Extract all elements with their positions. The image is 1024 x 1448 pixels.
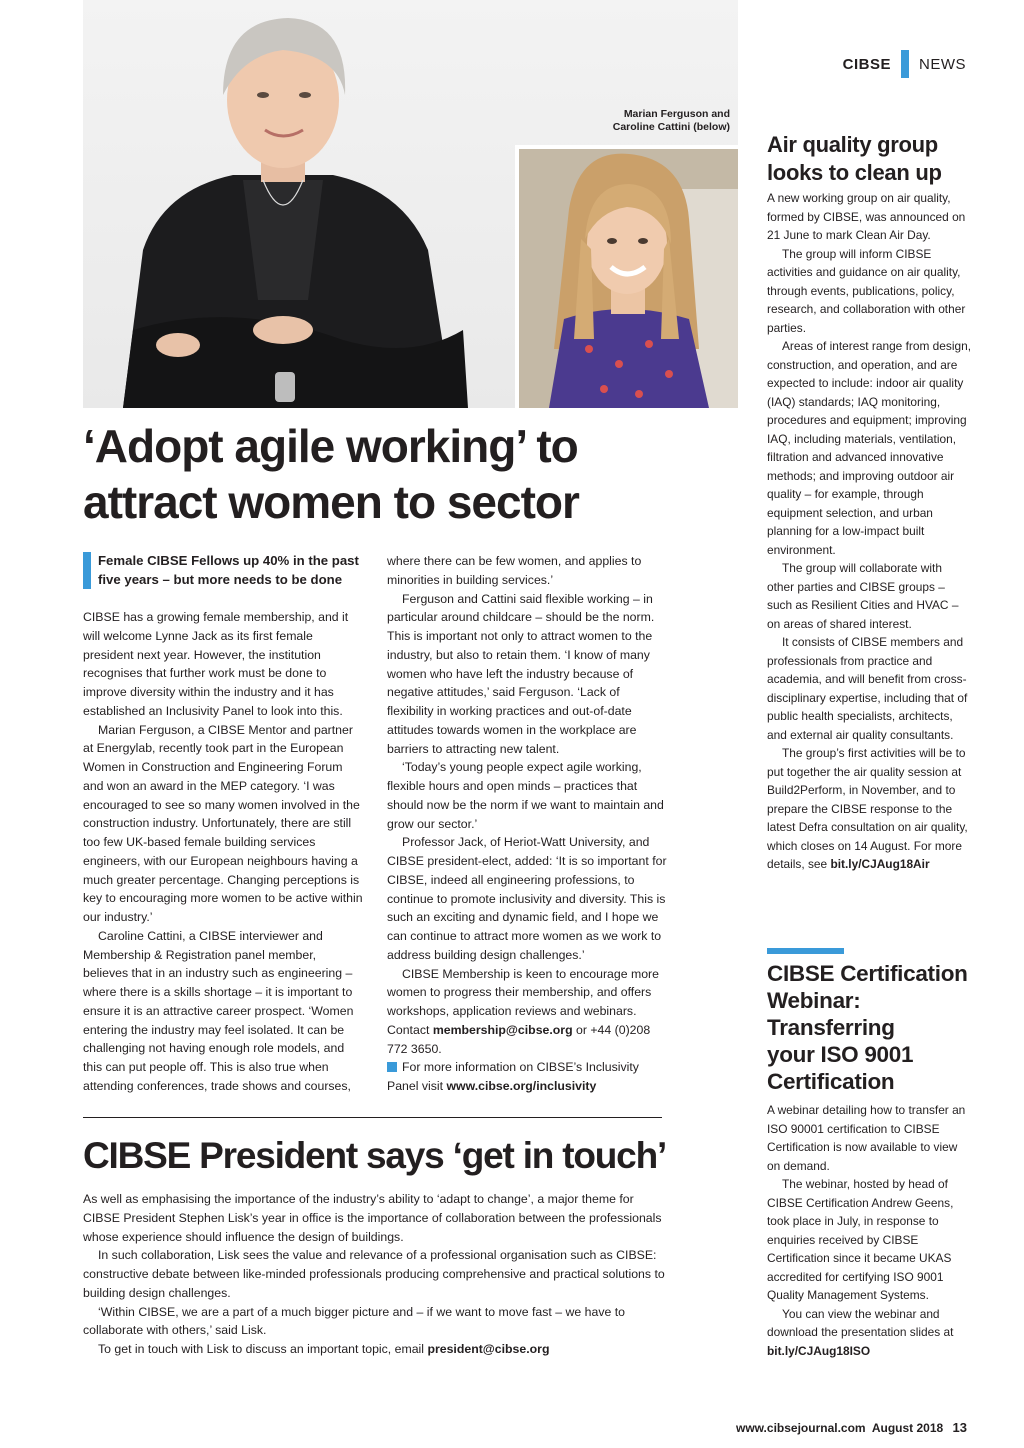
headline-line: Webinar: bbox=[767, 988, 861, 1013]
contact-paragraph bbox=[83, 1340, 668, 1359]
body-paragraph: The webinar, hosted by head of CIBSE Certification Andrew Geens, took place in July, in response to enquiries received by CIBSE Certification since it became UKAS accredited for certifying ISO 9001 Quality Management Systems. bbox=[767, 1177, 954, 1302]
headline-line: Transferring bbox=[767, 1015, 895, 1040]
membership-email-link[interactable]: membership@cibse.org bbox=[432, 1022, 573, 1037]
photo-caption-line: Caroline Cattini (below) bbox=[612, 121, 730, 133]
more-info bbox=[387, 1058, 667, 1096]
sidebar-divider bbox=[767, 948, 844, 954]
body-paragraph: ‘Within CIBSE, we are a part of a much bigger picture and – if we want to move fast – we have to collaborate with others,’ said Lisk. bbox=[83, 1304, 625, 1338]
president-email-link[interactable]: president@cibse.org bbox=[427, 1342, 550, 1356]
section-header bbox=[843, 50, 966, 78]
webinar-last-text: You can view the webinar and download the presentation slides at bbox=[767, 1306, 954, 1339]
headline-line: ‘Adopt agile working’ to bbox=[83, 420, 578, 472]
section-name: CIBSE bbox=[842, 55, 891, 73]
air-quality-link[interactable]: bit.ly/CJAug18Air bbox=[830, 857, 930, 871]
body-paragraph: Caroline Cattini, a CIBSE interviewer and Membership & Registration panel member, believes that in an industry such as engineering – where there is a skills shortage – it is important to ensure it is an attractive career prospect. ‘Women entering the industry may feel isolated. It can be challenging not having enough role models, and this can put people off. This is also true when attending conferences, trade shows and courses, bbox=[83, 928, 354, 1093]
headline-line: Certification bbox=[767, 1069, 895, 1094]
body-paragraph bbox=[767, 1305, 972, 1361]
membership-phone: +44 (0)208 772 3650. bbox=[387, 1022, 651, 1056]
page-footer bbox=[736, 1420, 967, 1435]
square-bullet-icon bbox=[387, 1062, 397, 1072]
article-column-2 bbox=[387, 552, 667, 1096]
body-paragraph: The group will inform CIBSE activities and guidance on air quality, through events, publications, policy, research, and collaboration with other parties. bbox=[767, 246, 966, 335]
body-paragraph: ‘Today’s young people expect agile working, flexible hours and open minds – practices that should now be the norm if we want to maintain and grow our sector.’ bbox=[387, 760, 664, 831]
photo-caption bbox=[590, 108, 730, 134]
headline-line: your ISO 9001 bbox=[767, 1042, 914, 1067]
body-paragraph: Marian Ferguson, a CIBSE Mentor and partner at Energylab, recently took part in the European Women in Construction and Engineering Forum and won an award in the MEP category. ‘I was encouraged to see so many women involved in the construction industry. Unfortunately, there are still too few UK-based female building services engineers, with our European neighbours having a much greater percentage. Changing perceptions is key to encouraging more women to be active within our industry.’ bbox=[83, 722, 363, 924]
photo-caroline-cattini bbox=[515, 145, 738, 408]
membership-text: CIBSE Membership is keen to encourage more women to progress their membership, and offers workshops, application reviews and webinars. Contact bbox=[387, 966, 659, 1037]
president-article-body bbox=[83, 1190, 668, 1359]
standfirst bbox=[83, 552, 388, 589]
photo-caption-line: Marian Ferguson and bbox=[623, 108, 730, 120]
contact-text: To get in touch with Lisk to discuss an important topic, email bbox=[98, 1342, 425, 1356]
more-info-text: For more information on CIBSE’s Inclusivity Panel visit bbox=[387, 1060, 639, 1093]
footer-issue: August 2018 bbox=[871, 1421, 944, 1435]
standfirst-line: Female CIBSE Fellows up 40% in the past bbox=[98, 553, 359, 568]
body-paragraph: The group will collaborate with other parties and CIBSE groups – such as Resilient Cities and HVAC – on areas of shared interest. bbox=[767, 561, 959, 631]
inclusivity-link[interactable]: www.cibse.org/inclusivity bbox=[446, 1079, 597, 1093]
body-paragraph bbox=[767, 744, 972, 874]
headline-line: attract women to sector bbox=[83, 476, 579, 528]
president-headline: CIBSE President says ‘get in touch’ bbox=[83, 1135, 667, 1176]
headline-line: looks to clean up bbox=[767, 160, 942, 185]
webinar-link[interactable]: bit.ly/CJAug18ISO bbox=[767, 1343, 871, 1358]
section-divider bbox=[83, 1117, 662, 1118]
headline-line: Air quality group bbox=[767, 132, 938, 157]
webinar-story bbox=[767, 960, 972, 1360]
article-column-1 bbox=[83, 608, 363, 1096]
body-paragraph: where there can be few women, and applies to minorities in building services.’ bbox=[387, 554, 642, 587]
air-quality-body bbox=[767, 189, 972, 874]
body-paragraph: Ferguson and Cattini said flexible working – in particular around childcare – should be the norm. This is important not only to attract women to the industry, but also to retain them. ‘I know of many women who have left the industry because of negative attitudes,’ said Ferguson. ‘Lack of flexibility in working practices and out-of-date attitudes towards women in the workplace are barriers to attracting new talent. bbox=[387, 591, 655, 756]
more-info-paragraph bbox=[387, 1058, 667, 1096]
air-quality-headline bbox=[767, 131, 972, 187]
headline-line: CIBSE Certification bbox=[767, 961, 968, 986]
standfirst-line: five years – but more needs to be done bbox=[98, 571, 343, 587]
body-paragraph: Professor Jack, of Heriot-Watt University, and CIBSE president-elect, added: ‘It is so important for CIBSE, indeed all engineering professions, to continue to promote inclusivity and diversity. This is such an exciting and dynamic field, and I hope we can continue to attract more women as we work to address building design challenges.’ bbox=[387, 835, 667, 962]
body-paragraph: A new working group on air quality, formed by CIBSE, was announced on 21 June to mark Clean Air Day. bbox=[767, 191, 966, 242]
body-paragraph: Areas of interest range from design, construction, and operation, and are expected to include: indoor air quality (IAQ) standards; IAQ monitoring, procedures and equipment; improving IAQ, including materials, ventilation, filtration and advanced innovative methods; and improving outdoor air quality – for example, through equipment selection, and urban planning for a low-impact built environment. bbox=[767, 339, 972, 557]
header-accent-bar bbox=[901, 50, 909, 78]
section-tag: NEWS bbox=[919, 55, 966, 73]
body-paragraph: CIBSE has a growing female membership, and it will welcome Lynne Jack as its first female president next year. However, the institution recognises that further work must be done to improve diversity within the industry and it has established an Inclusivity Panel to look into this. bbox=[83, 610, 349, 718]
footer-url[interactable]: www.cibsejournal.com bbox=[736, 1421, 866, 1435]
membership-or: or bbox=[576, 1022, 587, 1037]
air-quality-story bbox=[767, 131, 972, 874]
page-number: 13 bbox=[952, 1420, 967, 1435]
body-paragraph: A webinar detailing how to transfer an ISO 90001 certification to CIBSE Certification is now available to view on demand. bbox=[767, 1103, 966, 1173]
air-quality-last-text: The group’s first activities will be to put together the air quality session at Build2Perform, in November, and to prepare the CIBSE response to the latest Defra consultation on air quality, which closes on 14 August. For more details, see bbox=[767, 746, 968, 871]
webinar-headline bbox=[767, 960, 972, 1095]
body-paragraph: It consists of CIBSE members and professionals from practice and academia, and will benefit from cross-disciplinary expertise, including that of public health specialists, architects, and external air quality consultants. bbox=[767, 635, 968, 742]
body-paragraph: As well as emphasising the importance of the industry’s ability to ‘adapt to change’, a major theme for CIBSE President Stephen Lisk’s year in office is the importance of collaboration between the professionals whose experience should influence the design of buildings. bbox=[83, 1192, 662, 1244]
portrait-illustration bbox=[519, 149, 738, 408]
membership-paragraph bbox=[387, 965, 667, 1059]
body-paragraph: In such collaboration, Lisk sees the value and relevance of a professional organisation such as CIBSE: constructive debate between like-minded professionals producing comprehensive and practical solutions to building design challenges. bbox=[83, 1248, 665, 1300]
main-headline bbox=[83, 418, 683, 530]
webinar-body bbox=[767, 1101, 972, 1360]
